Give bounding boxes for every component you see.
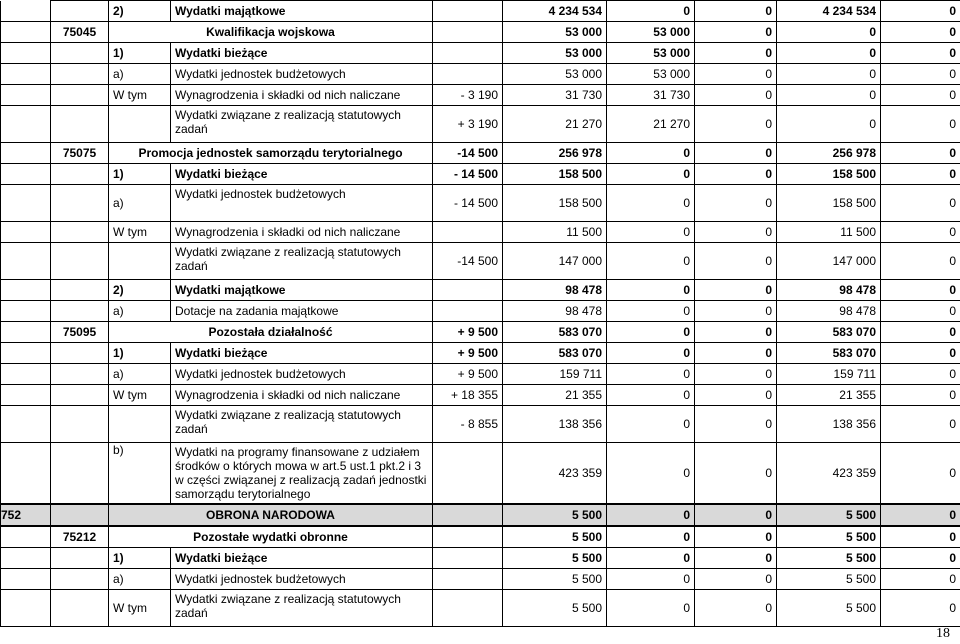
cell-section-code	[1, 280, 51, 301]
cell-total-after: 0	[777, 22, 881, 43]
cell-other: 0	[881, 301, 960, 322]
cell-other: 0	[881, 343, 960, 364]
cell-plan-total: 158 500	[503, 164, 607, 185]
cell-section-code	[1, 143, 51, 164]
cell-total-after: 5 500	[777, 504, 881, 526]
cell-item-marker: OBRONA NARODOWA	[109, 504, 433, 526]
cell-other: 0	[881, 185, 960, 222]
cell-item-name: Wydatki związane z realizacją statutowych zadań	[171, 406, 433, 443]
cell-other: 0	[881, 43, 960, 64]
cell-own-contribution: 0	[695, 143, 777, 164]
cell-other: 0	[881, 164, 960, 185]
cell-plan-total: 583 070	[503, 343, 607, 364]
cell-plan-total: 98 478	[503, 301, 607, 322]
cell-total-after: 256 978	[777, 143, 881, 164]
cell-item-marker	[109, 106, 171, 143]
cell-total-after: 158 500	[777, 164, 881, 185]
cell-item-name: Wynagrodzenia i składki od nich naliczane	[171, 385, 433, 406]
cell-total-after: 138 356	[777, 406, 881, 443]
table-row	[1, 301, 960, 322]
cell-own-contribution: 0	[695, 164, 777, 185]
cell-current-expenses: 0	[607, 548, 695, 569]
cell-own-contribution: 0	[695, 343, 777, 364]
cell-other: 0	[881, 526, 960, 548]
cell-current-expenses: 0	[607, 443, 695, 505]
cell-item-name: Wynagrodzenia i składki od nich naliczane	[171, 222, 433, 243]
budget-table-body	[1, 1, 960, 627]
cell-section-code	[1, 22, 51, 43]
cell-item-name: Wydatki majątkowe	[171, 280, 433, 301]
cell-chapter-code	[51, 301, 109, 322]
cell-total-after: 98 478	[777, 301, 881, 322]
cell-own-contribution: 0	[695, 222, 777, 243]
cell-current-expenses: 0	[607, 185, 695, 222]
cell-change-value: + 9 500	[433, 343, 503, 364]
cell-item-name: Wydatki bieżące	[171, 164, 433, 185]
cell-item-marker: a)	[109, 301, 171, 322]
cell-chapter-code: 75075	[51, 143, 109, 164]
cell-item-marker: W tym	[109, 385, 171, 406]
cell-own-contribution: 0	[695, 22, 777, 43]
cell-other: 0	[881, 364, 960, 385]
cell-change-value: -14 500	[433, 243, 503, 280]
cell-item-marker: 1)	[109, 164, 171, 185]
cell-plan-total: 256 978	[503, 143, 607, 164]
cell-item-marker: 2)	[109, 1, 171, 22]
cell-section-code	[1, 443, 51, 505]
cell-other: 0	[881, 385, 960, 406]
cell-chapter-code	[51, 185, 109, 222]
table-row	[1, 569, 960, 590]
cell-plan-total: 53 000	[503, 64, 607, 85]
cell-change-value	[433, 222, 503, 243]
cell-section-code	[1, 301, 51, 322]
cell-plan-total: 5 500	[503, 504, 607, 526]
cell-change-value: - 14 500	[433, 185, 503, 222]
cell-other: 0	[881, 243, 960, 280]
cell-current-expenses: 0	[607, 1, 695, 22]
cell-total-after: 0	[777, 106, 881, 143]
table-row	[1, 185, 960, 222]
cell-section-code	[1, 569, 51, 590]
cell-total-after: 0	[777, 43, 881, 64]
cell-current-expenses: 0	[607, 164, 695, 185]
cell-own-contribution: 0	[695, 406, 777, 443]
cell-own-contribution: 0	[695, 590, 777, 627]
cell-other: 0	[881, 106, 960, 143]
cell-other: 0	[881, 222, 960, 243]
table-row	[1, 443, 960, 505]
cell-total-after: 583 070	[777, 322, 881, 343]
cell-section-code	[1, 322, 51, 343]
table-row	[1, 164, 960, 185]
cell-item-marker	[109, 243, 171, 280]
cell-item-marker: Pozostałe wydatki obronne	[109, 526, 433, 548]
cell-own-contribution: 0	[695, 301, 777, 322]
cell-chapter-code	[51, 64, 109, 85]
cell-current-expenses: 0	[607, 222, 695, 243]
cell-item-marker: W tym	[109, 222, 171, 243]
table-row	[1, 548, 960, 569]
cell-item-marker: 2)	[109, 280, 171, 301]
cell-item-marker: Promocja jednostek samorządu terytorialnego	[109, 143, 433, 164]
cell-item-name: Wydatki związane z realizacją statutowych zadań	[171, 106, 433, 143]
cell-change-value	[433, 443, 503, 505]
table-row	[1, 504, 960, 526]
table-row	[1, 243, 960, 280]
cell-current-expenses: 0	[607, 406, 695, 443]
cell-total-after: 5 500	[777, 526, 881, 548]
cell-chapter-code	[51, 280, 109, 301]
cell-section-code	[1, 590, 51, 627]
cell-item-name: Wydatki jednostek budżetowych	[171, 569, 433, 590]
cell-item-name: Wydatki na programy finansowane z udziałem środków o których mowa w art.5 ust.1 pkt.2 i 3 w części związanej z realizacją zadań jednostki samorządu terytorialnego	[171, 443, 433, 505]
table-row	[1, 106, 960, 143]
cell-other: 0	[881, 64, 960, 85]
cell-chapter-code	[51, 406, 109, 443]
cell-own-contribution: 0	[695, 280, 777, 301]
cell-section-code	[1, 385, 51, 406]
table-row	[1, 222, 960, 243]
cell-own-contribution: 0	[695, 43, 777, 64]
cell-chapter-code	[51, 43, 109, 64]
table-row	[1, 22, 960, 43]
cell-plan-total: 11 500	[503, 222, 607, 243]
cell-chapter-code	[51, 222, 109, 243]
cell-section-code	[1, 343, 51, 364]
table-row	[1, 64, 960, 85]
table-row	[1, 143, 960, 164]
cell-item-marker: 1)	[109, 43, 171, 64]
cell-change-value: + 9 500	[433, 322, 503, 343]
cell-item-name: Wydatki bieżące	[171, 548, 433, 569]
cell-other: 0	[881, 504, 960, 526]
cell-plan-total: 21 270	[503, 106, 607, 143]
cell-plan-total: 138 356	[503, 406, 607, 443]
cell-other: 0	[881, 569, 960, 590]
cell-change-value: + 18 355	[433, 385, 503, 406]
cell-plan-total: 423 359	[503, 443, 607, 505]
cell-change-value: -14 500	[433, 143, 503, 164]
cell-change-value	[433, 43, 503, 64]
cell-section-code	[1, 548, 51, 569]
cell-other: 0	[881, 322, 960, 343]
cell-current-expenses: 0	[607, 143, 695, 164]
cell-current-expenses: 0	[607, 343, 695, 364]
cell-current-expenses: 53 000	[607, 64, 695, 85]
cell-item-marker: a)	[109, 569, 171, 590]
page-number: 18	[936, 626, 950, 641]
cell-total-after: 159 711	[777, 364, 881, 385]
cell-item-marker: a)	[109, 185, 171, 222]
cell-total-after: 147 000	[777, 243, 881, 280]
cell-own-contribution: 0	[695, 106, 777, 143]
table-row	[1, 343, 960, 364]
cell-section-code	[1, 106, 51, 143]
cell-item-marker: 1)	[109, 343, 171, 364]
cell-own-contribution: 0	[695, 322, 777, 343]
cell-own-contribution: 0	[695, 569, 777, 590]
cell-change-value: - 8 855	[433, 406, 503, 443]
cell-chapter-code: 75095	[51, 322, 109, 343]
cell-chapter-code	[51, 1, 109, 22]
cell-change-value	[433, 64, 503, 85]
cell-current-expenses: 0	[607, 364, 695, 385]
cell-chapter-code	[51, 504, 109, 526]
cell-change-value	[433, 504, 503, 526]
cell-plan-total: 98 478	[503, 280, 607, 301]
cell-current-expenses: 21 270	[607, 106, 695, 143]
cell-own-contribution: 0	[695, 364, 777, 385]
cell-chapter-code	[51, 569, 109, 590]
cell-current-expenses: 0	[607, 243, 695, 280]
table-row	[1, 322, 960, 343]
cell-plan-total: 5 500	[503, 590, 607, 627]
cell-current-expenses: 0	[607, 280, 695, 301]
cell-total-after: 0	[777, 85, 881, 106]
cell-own-contribution: 0	[695, 185, 777, 222]
cell-plan-total: 5 500	[503, 526, 607, 548]
cell-section-code	[1, 364, 51, 385]
cell-chapter-code	[51, 106, 109, 143]
cell-other: 0	[881, 85, 960, 106]
cell-item-name: Dotacje na zadania majątkowe	[171, 301, 433, 322]
cell-total-after: 11 500	[777, 222, 881, 243]
cell-plan-total: 53 000	[503, 22, 607, 43]
cell-total-after: 21 355	[777, 385, 881, 406]
cell-total-after: 98 478	[777, 280, 881, 301]
cell-plan-total: 147 000	[503, 243, 607, 280]
cell-section-code	[1, 185, 51, 222]
cell-item-marker: W tym	[109, 590, 171, 627]
cell-own-contribution: 0	[695, 385, 777, 406]
cell-current-expenses: 31 730	[607, 85, 695, 106]
cell-total-after: 583 070	[777, 343, 881, 364]
cell-other: 0	[881, 22, 960, 43]
cell-current-expenses: 0	[607, 504, 695, 526]
cell-section-code	[1, 222, 51, 243]
cell-plan-total: 583 070	[503, 322, 607, 343]
cell-plan-total: 4 234 534	[503, 1, 607, 22]
cell-item-marker: a)	[109, 64, 171, 85]
cell-current-expenses: 53 000	[607, 22, 695, 43]
cell-change-value: + 3 190	[433, 106, 503, 143]
cell-own-contribution: 0	[695, 443, 777, 505]
cell-chapter-code	[51, 364, 109, 385]
cell-change-value	[433, 569, 503, 590]
cell-item-marker: Kwalifikacja wojskowa	[109, 22, 433, 43]
cell-current-expenses: 0	[607, 385, 695, 406]
cell-chapter-code	[51, 385, 109, 406]
cell-chapter-code	[51, 85, 109, 106]
cell-change-value: - 3 190	[433, 85, 503, 106]
cell-section-code	[1, 243, 51, 280]
cell-own-contribution: 0	[695, 526, 777, 548]
cell-item-name: Wydatki bieżące	[171, 343, 433, 364]
cell-other: 0	[881, 548, 960, 569]
cell-item-name: Wydatki majątkowe	[171, 1, 433, 22]
cell-total-after: 4 234 534	[777, 1, 881, 22]
cell-item-marker: Pozostała działalność	[109, 322, 433, 343]
table-row	[1, 406, 960, 443]
table-row	[1, 385, 960, 406]
cell-section-code: 752	[1, 504, 51, 526]
cell-item-name: Wydatki jednostek budżetowych	[171, 185, 433, 222]
cell-other: 0	[881, 1, 960, 22]
cell-current-expenses: 0	[607, 526, 695, 548]
cell-section-code	[1, 1, 51, 22]
table-row	[1, 85, 960, 106]
cell-plan-total: 5 500	[503, 548, 607, 569]
cell-other: 0	[881, 443, 960, 505]
cell-section-code	[1, 406, 51, 443]
cell-change-value	[433, 526, 503, 548]
cell-plan-total: 21 355	[503, 385, 607, 406]
cell-change-value	[433, 548, 503, 569]
cell-other: 0	[881, 406, 960, 443]
cell-current-expenses: 0	[607, 301, 695, 322]
cell-section-code	[1, 43, 51, 64]
cell-total-after: 5 500	[777, 548, 881, 569]
cell-item-marker	[109, 406, 171, 443]
cell-own-contribution: 0	[695, 504, 777, 526]
cell-total-after: 5 500	[777, 569, 881, 590]
cell-change-value	[433, 301, 503, 322]
cell-current-expenses: 53 000	[607, 43, 695, 64]
cell-chapter-code: 75045	[51, 22, 109, 43]
cell-chapter-code	[51, 443, 109, 505]
table-row	[1, 364, 960, 385]
cell-total-after: 5 500	[777, 590, 881, 627]
cell-item-marker: 1)	[109, 548, 171, 569]
cell-other: 0	[881, 143, 960, 164]
cell-item-name: Wydatki bieżące	[171, 43, 433, 64]
cell-change-value: + 9 500	[433, 364, 503, 385]
cell-change-value: - 14 500	[433, 164, 503, 185]
cell-section-code	[1, 164, 51, 185]
cell-own-contribution: 0	[695, 85, 777, 106]
cell-change-value	[433, 22, 503, 43]
cell-chapter-code	[51, 590, 109, 627]
cell-chapter-code: 75212	[51, 526, 109, 548]
cell-chapter-code	[51, 243, 109, 280]
cell-current-expenses: 0	[607, 322, 695, 343]
cell-item-marker: b)	[109, 443, 171, 505]
cell-total-after: 423 359	[777, 443, 881, 505]
cell-own-contribution: 0	[695, 243, 777, 280]
cell-own-contribution: 0	[695, 64, 777, 85]
cell-plan-total: 158 500	[503, 185, 607, 222]
table-row	[1, 590, 960, 627]
cell-plan-total: 159 711	[503, 364, 607, 385]
table-row	[1, 526, 960, 548]
cell-section-code	[1, 526, 51, 548]
cell-item-marker: W tym	[109, 85, 171, 106]
cell-item-name: Wydatki związane z realizacją statutowych zadań	[171, 243, 433, 280]
cell-section-code	[1, 85, 51, 106]
cell-other: 0	[881, 590, 960, 627]
cell-plan-total: 31 730	[503, 85, 607, 106]
cell-item-name: Wydatki jednostek budżetowych	[171, 364, 433, 385]
cell-own-contribution: 0	[695, 548, 777, 569]
cell-current-expenses: 0	[607, 569, 695, 590]
cell-other: 0	[881, 280, 960, 301]
cell-item-name: Wynagrodzenia i składki od nich naliczane	[171, 85, 433, 106]
cell-own-contribution: 0	[695, 1, 777, 22]
cell-chapter-code	[51, 548, 109, 569]
cell-total-after: 0	[777, 64, 881, 85]
cell-section-code	[1, 64, 51, 85]
table-row	[1, 280, 960, 301]
cell-total-after: 158 500	[777, 185, 881, 222]
cell-item-name: Wydatki jednostek budżetowych	[171, 64, 433, 85]
cell-change-value	[433, 1, 503, 22]
table-row	[1, 1, 960, 22]
cell-plan-total: 53 000	[503, 43, 607, 64]
cell-item-marker: a)	[109, 364, 171, 385]
table-row	[1, 43, 960, 64]
cell-plan-total: 5 500	[503, 569, 607, 590]
cell-chapter-code	[51, 343, 109, 364]
cell-item-name: Wydatki związane z realizacją statutowych zadań	[171, 590, 433, 627]
cell-change-value	[433, 280, 503, 301]
cell-current-expenses: 0	[607, 590, 695, 627]
cell-chapter-code	[51, 164, 109, 185]
cell-change-value	[433, 590, 503, 627]
